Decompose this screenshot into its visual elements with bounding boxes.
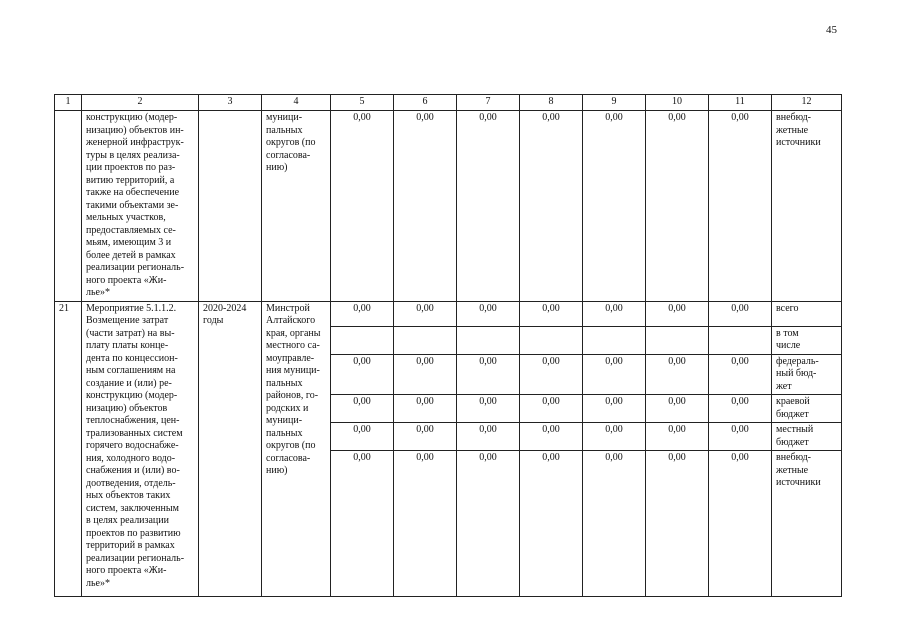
row-number-cell — [55, 111, 82, 302]
value-cell — [520, 326, 583, 354]
funding-source-cell: федераль- ный бюд- жет — [772, 354, 842, 395]
value-cell: 0,00 — [646, 354, 709, 395]
value-cell: 0,00 — [583, 301, 646, 326]
value-cell: 0,00 — [709, 395, 772, 423]
value-cell: 0,00 — [457, 111, 520, 302]
executor-cell: муници- пальных округов (по согласова- нию) — [262, 111, 331, 302]
column-header: 9 — [583, 95, 646, 111]
funding-source-cell: краевой бюджет — [772, 395, 842, 423]
value-cell: 0,00 — [646, 301, 709, 326]
value-cell: 0,00 — [646, 395, 709, 423]
column-header: 6 — [394, 95, 457, 111]
value-cell: 0,00 — [394, 111, 457, 302]
value-cell: 0,00 — [394, 423, 457, 451]
value-cell: 0,00 — [520, 395, 583, 423]
budget-table — [54, 94, 842, 597]
value-cell: 0,00 — [709, 111, 772, 302]
period-cell: 2020-2024 годы — [199, 301, 262, 597]
funding-source-cell: местный бюджет — [772, 423, 842, 451]
value-cell: 0,00 — [331, 111, 394, 302]
description-cell: Мероприятие 5.1.1.2. Возмещение затрат (части затрат) на вы- плату платы конце- дента по концессион- ным соглашениям на создание и (или) ре- конструкцию (модер- низацию) объектов теплоснабжения, цен- трализованных систем горячего водоснабже- ния, холодного водо- снабжения и (или) во- доотведения, отдель- ных объектов таких систем, заключенным в целях реализации проектов по развитию территорий в рамках реализации региональ- ного проекта «Жи- лье»* — [82, 301, 199, 597]
value-cell: 0,00 — [583, 423, 646, 451]
value-cell: 0,00 — [457, 301, 520, 326]
column-header: 11 — [709, 95, 772, 111]
value-cell: 0,00 — [394, 395, 457, 423]
value-cell: 0,00 — [457, 354, 520, 395]
page-number: 45 — [826, 24, 837, 36]
column-header: 1 — [55, 95, 82, 111]
value-cell: 0,00 — [457, 451, 520, 597]
value-cell — [583, 326, 646, 354]
value-cell: 0,00 — [583, 111, 646, 302]
value-cell: 0,00 — [520, 354, 583, 395]
column-header: 8 — [520, 95, 583, 111]
period-cell — [199, 111, 262, 302]
value-cell — [457, 326, 520, 354]
value-cell: 0,00 — [520, 423, 583, 451]
column-header: 3 — [199, 95, 262, 111]
value-cell: 0,00 — [646, 423, 709, 451]
funding-source-cell: внебюд- жетные источники — [772, 451, 842, 597]
table-row-continued — [55, 111, 842, 302]
value-cell: 0,00 — [457, 423, 520, 451]
executor-cell: Минстрой Алтайского края, органы местного са- моуправле- ния муници- пальных районов, го- родских и муници- пальных округов (по согласова- нию) — [262, 301, 331, 597]
row-number-cell: 21 — [55, 301, 82, 597]
value-cell: 0,00 — [331, 395, 394, 423]
value-cell: 0,00 — [331, 354, 394, 395]
column-header: 4 — [262, 95, 331, 111]
value-cell — [646, 326, 709, 354]
column-header: 2 — [82, 95, 199, 111]
column-header: 7 — [457, 95, 520, 111]
value-cell: 0,00 — [520, 301, 583, 326]
funding-source-cell: внебюд- жетные источники — [772, 111, 842, 302]
funding-source-cell: в том числе — [772, 326, 842, 354]
table-header-row — [55, 95, 842, 111]
value-cell: 0,00 — [394, 301, 457, 326]
value-cell: 0,00 — [394, 451, 457, 597]
value-cell: 0,00 — [583, 354, 646, 395]
value-cell — [709, 326, 772, 354]
column-header: 10 — [646, 95, 709, 111]
value-cell: 0,00 — [709, 301, 772, 326]
value-cell: 0,00 — [331, 301, 394, 326]
value-cell: 0,00 — [646, 111, 709, 302]
table-row-21-total — [55, 301, 842, 326]
value-cell — [331, 326, 394, 354]
value-cell: 0,00 — [646, 451, 709, 597]
value-cell: 0,00 — [583, 451, 646, 597]
value-cell: 0,00 — [709, 451, 772, 597]
column-header: 12 — [772, 95, 842, 111]
value-cell: 0,00 — [520, 451, 583, 597]
value-cell: 0,00 — [583, 395, 646, 423]
value-cell: 0,00 — [709, 354, 772, 395]
value-cell: 0,00 — [331, 451, 394, 597]
value-cell — [394, 326, 457, 354]
value-cell: 0,00 — [394, 354, 457, 395]
value-cell: 0,00 — [331, 423, 394, 451]
funding-source-cell: всего — [772, 301, 842, 326]
value-cell: 0,00 — [709, 423, 772, 451]
column-header: 5 — [331, 95, 394, 111]
value-cell: 0,00 — [520, 111, 583, 302]
description-cell: конструкцию (модер- низацию) объектов ин- женерной инфраструк- туры в целях реализа- ции проектов по раз- витию территорий, а также на обеспечение такими объектами зе- мельных участков, предоставляемых се- мьям, имеющим 3 и более детей в рамках реализации региональ- ного проекта «Жи- лье»* — [82, 111, 199, 302]
value-cell: 0,00 — [457, 395, 520, 423]
